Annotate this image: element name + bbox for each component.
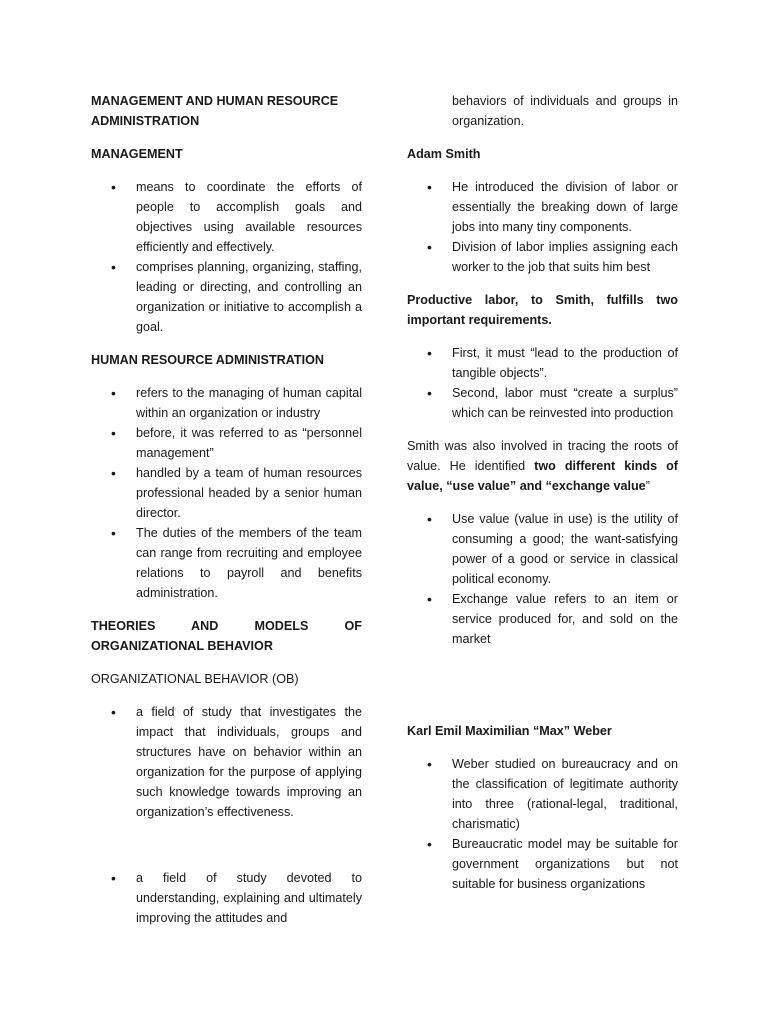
list-item: • a field of study that investigates the impact that individuals, groups and structures have on behavior within an organization for the purpose of applying such knowledge towards improving an organization’s effectiveness. — [91, 702, 362, 822]
smith-list — [407, 177, 678, 277]
list-item: • refers to the managing of human capital within an organization or industry — [91, 383, 362, 423]
list-item: • Exchange value refers to an item or service produced for, and sold on the market — [407, 589, 678, 649]
left-column — [91, 91, 362, 928]
value-text-plain: Smith was also involved in tracing the roots of value. He identified — [407, 439, 678, 473]
list-item: • Bureaucratic model may be suitable for government organizations but not suitable for business organizations — [407, 834, 678, 894]
continued-paragraph: behaviors of individuals and groups in organization. — [452, 94, 678, 128]
management-heading: MANAGEMENT — [91, 147, 183, 161]
weber-list — [407, 754, 678, 894]
list-item: • Use value (value in use) is the utility of consuming a good; the want-satisfying power of a good or service in classical political economy. — [407, 509, 678, 589]
list-item: • Weber studied on bureaucracy and on the classification of legitimate authority into three (rational-legal, traditional, charismatic) — [407, 754, 678, 834]
list-item: • handled by a team of human resources professional headed by a senior human director. — [91, 463, 362, 523]
hra-list — [91, 383, 362, 603]
value-text-end: ” — [645, 479, 650, 493]
productive-labor-paragraph: Productive labor, to Smith, fulfills two important requirements. — [407, 293, 678, 327]
ob-heading: ORGANIZATIONAL BEHAVIOR (OB) — [91, 672, 299, 686]
theories-heading: THEORIES AND MODELS OF ORGANIZATIONAL BEHAVIOR — [91, 619, 362, 653]
right-column — [407, 91, 678, 894]
adam-smith-heading: Adam Smith — [407, 147, 481, 161]
list-item: • means to coordinate the efforts of people to accomplish goals and objectives using available resources efficiently and effectively. — [91, 177, 362, 257]
list-item: • The duties of the members of the team can range from recruiting and employee relations to payroll and benefits administration. — [91, 523, 362, 603]
management-list — [91, 177, 362, 337]
list-item: • a field of study devoted to understanding, explaining and ultimately improving the attitudes and — [91, 868, 362, 928]
ob-list-1 — [91, 702, 362, 822]
list-item: • comprises planning, organizing, staffing, leading or directing, and controlling an organization or initiative to accomplish a goal. — [91, 257, 362, 337]
document-title-line2: ADMINISTRATION — [91, 114, 200, 128]
document-title-line1: MANAGEMENT AND HUMAN RESOURCE — [91, 94, 339, 108]
list-item: • He introduced the division of labor or essentially the breaking down of large jobs into many tiny components. — [407, 177, 678, 237]
list-item: • First, it must “lead to the production of tangible objects”. — [407, 343, 678, 383]
hra-heading: HUMAN RESOURCE ADMINISTRATION — [91, 353, 324, 367]
max-weber-heading: Karl Emil Maximilian “Max” Weber — [407, 724, 612, 738]
requirements-list — [407, 343, 678, 423]
list-item: • Division of labor implies assigning each worker to the job that suits him best — [407, 237, 678, 277]
list-item: • before, it was referred to as “personnel management” — [91, 423, 362, 463]
list-item: • Second, labor must “create a surplus” which can be reinvested into production — [407, 383, 678, 423]
ob-list-2 — [91, 868, 362, 928]
value-list — [407, 509, 678, 649]
value-text-bold: two different kinds of value, “use value” and “exchange value — [407, 459, 678, 493]
value-paragraph — [407, 436, 678, 496]
